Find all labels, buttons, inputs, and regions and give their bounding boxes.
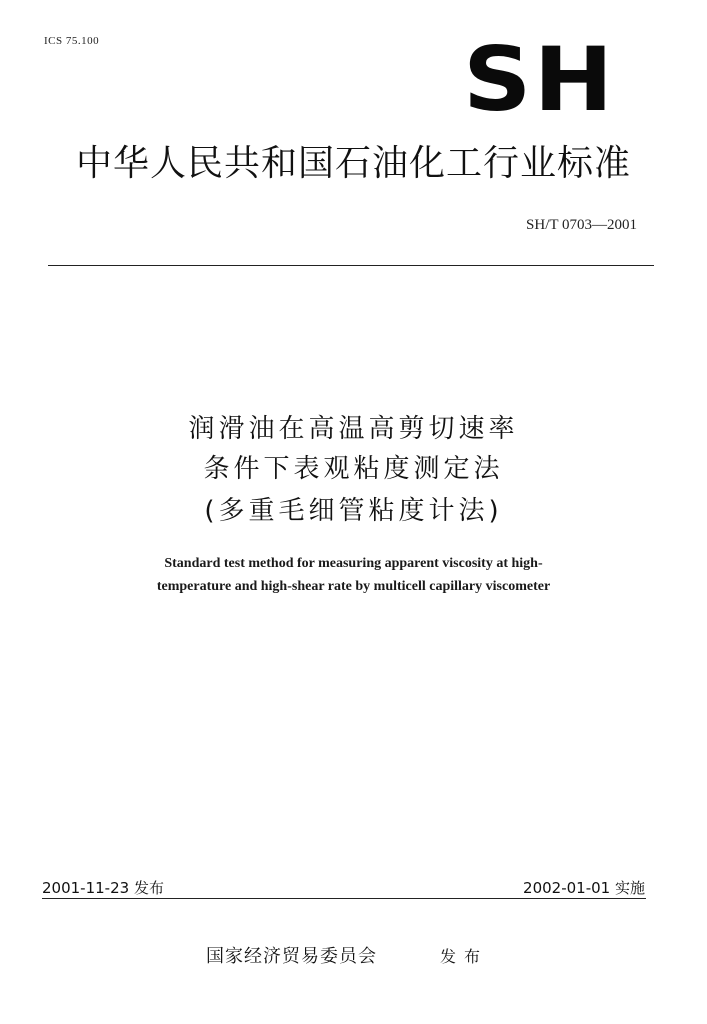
header-divider [48,265,654,266]
implementation-date: 2002-01-01 实施 [523,879,645,897]
english-title-line-2: temperature and high-shear rate by multicell capillary viscometer [156,579,551,594]
issue-date: 2001-11-23 发布 [42,879,164,897]
standard-number: SH/T 0703—2001 [526,217,637,233]
footer-divider [42,898,646,899]
document-title-line-2: 条件下表观粘度测定法 [203,454,504,484]
document-title-line-1: 润滑油在高温高剪切速率 [188,414,519,444]
document-title-line-3: (多重毛细管粘度计法) [204,496,503,526]
sh-logo: SH [463,28,616,131]
issuing-action: 发布 [440,947,489,966]
english-title-line-1: Standard test method for measuring apparent viscosity at high- [164,556,543,571]
issuing-authority: 国家经济贸易委员会 [206,946,377,967]
standard-authority-title: 中华人民共和国石油化工行业标准 [75,143,631,184]
ics-code: ICS 75.100 [44,35,100,47]
